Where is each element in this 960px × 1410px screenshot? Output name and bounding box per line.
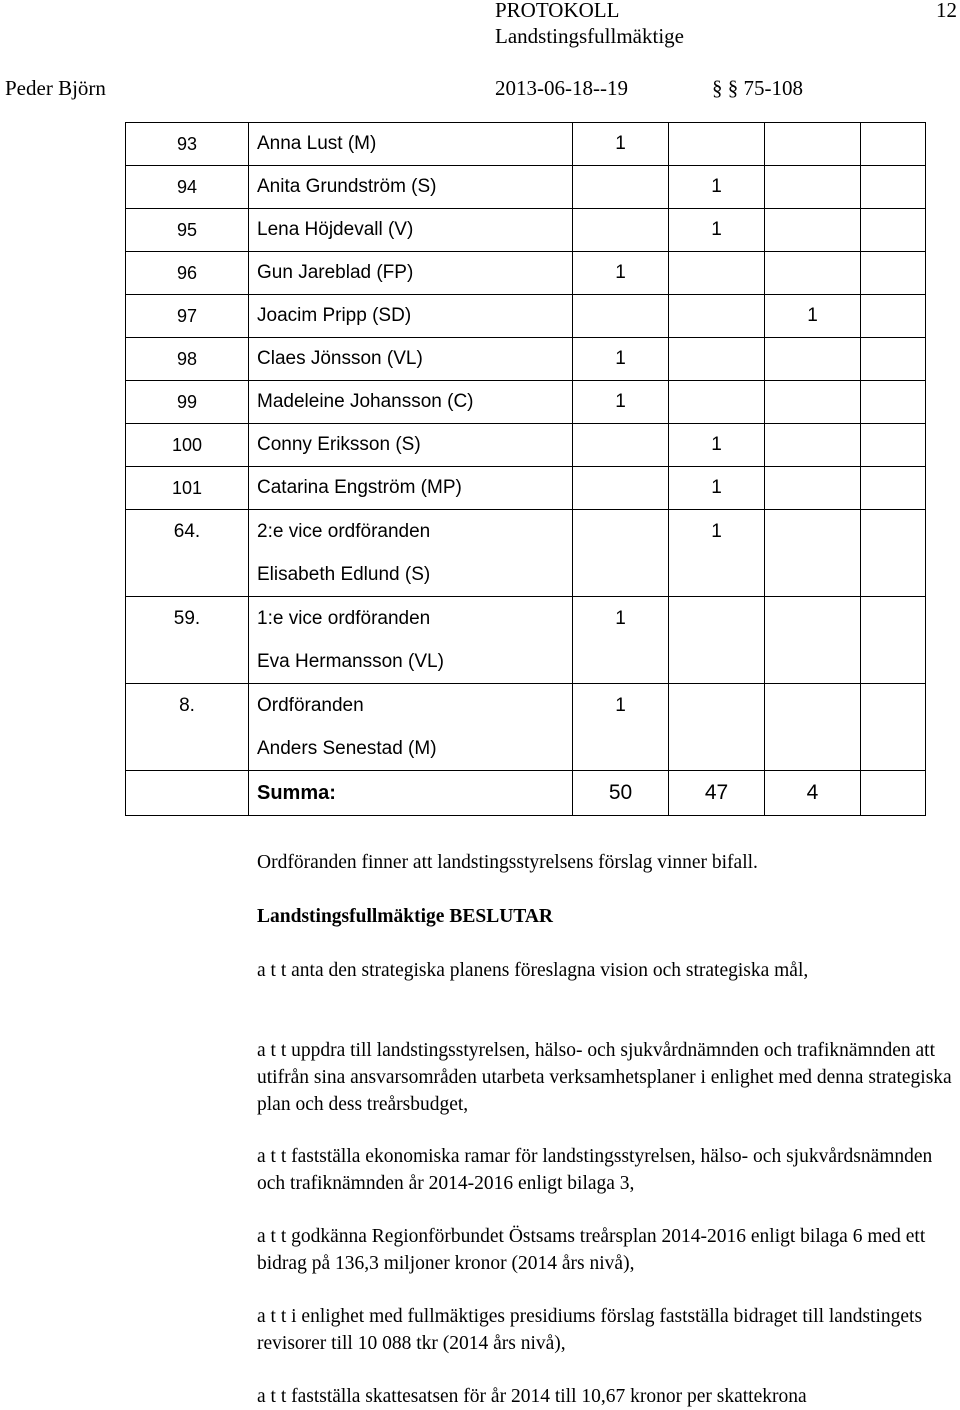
vote-no	[669, 123, 765, 166]
table-row-officer	[126, 684, 926, 771]
vote-yes: 1	[573, 381, 669, 424]
member-number: 96	[126, 252, 249, 295]
member-number: 94	[126, 166, 249, 209]
officer-role: 1:e vice ordföranden	[257, 608, 431, 629]
vote-no	[669, 597, 764, 640]
vote-no: 1	[669, 467, 765, 510]
member-name: Madeleine Johansson (C)	[249, 381, 573, 424]
vote-absent	[861, 166, 926, 209]
vote-abstain	[765, 209, 861, 252]
decision-item: a t t fastställa ekonomiska ramar för landstingsstyrelsen, hälso- och sjukvårdsnämnden och trafiknämnden år 2014-2016 enligt bilaga 3,	[257, 1146, 933, 1194]
vote-absent	[861, 123, 926, 166]
member-number: 98	[126, 338, 249, 381]
page-number: 12	[936, 0, 957, 22]
vote-no: 1	[669, 209, 765, 252]
table-row	[126, 424, 926, 467]
vote-yes	[573, 295, 669, 338]
vote-abstain	[765, 597, 860, 640]
member-number: 101	[126, 467, 249, 510]
vote-absent	[861, 381, 926, 424]
table-row	[126, 295, 926, 338]
vote-abstain	[765, 684, 860, 727]
sum-no: 47	[669, 771, 765, 816]
vote-no	[669, 381, 765, 424]
member-number: 95	[126, 209, 249, 252]
vote-no	[669, 684, 764, 727]
member-name: Anita Grundström (S)	[249, 166, 573, 209]
vote-abstain	[765, 424, 861, 467]
meeting-date: 2013-06-18--19	[495, 76, 628, 100]
vote-no: 1	[669, 166, 765, 209]
officer-number: 8.	[179, 695, 195, 716]
vote-absent	[861, 597, 925, 640]
table-row	[126, 467, 926, 510]
officer-role: 2:e vice ordföranden	[257, 521, 431, 542]
document-subtitle: Landstingsfullmäktige	[495, 24, 684, 48]
vote-yes: 1	[573, 252, 669, 295]
vote-absent	[861, 209, 926, 252]
vote-abstain	[765, 338, 861, 381]
vote-yes: 1	[615, 695, 626, 716]
vote-absent	[861, 252, 926, 295]
sum-absent	[861, 771, 926, 816]
decision-heading: Landstingsfullmäktige BESLUTAR	[257, 906, 554, 927]
vote-yes	[573, 510, 668, 553]
sum-abstain: 4	[765, 771, 861, 816]
vote-abstain	[765, 467, 861, 510]
table-row	[126, 381, 926, 424]
table-row	[126, 209, 926, 252]
table-row-officer	[126, 597, 926, 684]
decision-item: a t t fastställa skattesatsen för år 2014 till 10,67 kronor per skattekrona	[257, 1386, 807, 1407]
table-row	[126, 338, 926, 381]
vote-absent	[861, 467, 926, 510]
table-row-officer	[126, 510, 926, 597]
member-name: Anna Lust (M)	[249, 123, 573, 166]
vote-yes	[573, 424, 669, 467]
table-row-sum	[126, 771, 926, 816]
vote-absent	[861, 684, 925, 727]
officer-role: Ordföranden	[257, 695, 364, 716]
member-name: Joacim Pripp (SD)	[249, 295, 573, 338]
member-name: Conny Eriksson (S)	[249, 424, 573, 467]
officer-name: Anders Senestad (M)	[257, 738, 437, 759]
decision-item: a t t i enlighet med fullmäktiges presidiums förslag fastställa bidraget till landstingets revisorer till 10 088 tkr (2014 års nivå),	[257, 1306, 923, 1354]
decision-item: a t t godkänna Regionförbundet Östsams treårsplan 2014-2016 enligt bilaga 6 med ett bidrag på 136,3 miljoner kronor (2014 års nivå),	[257, 1226, 926, 1274]
member-number: 99	[126, 381, 249, 424]
vote-no: 1	[669, 424, 765, 467]
member-name: Gun Jareblad (FP)	[249, 252, 573, 295]
vote-no: 1	[711, 521, 722, 542]
table-row	[126, 252, 926, 295]
document-title: PROTOKOLL	[495, 0, 620, 22]
vote-table	[125, 122, 926, 816]
vote-no	[669, 252, 765, 295]
member-name: Lena Höjdevall (V)	[249, 209, 573, 252]
officer-name: Eva Hermansson (VL)	[257, 651, 444, 672]
vote-no	[669, 338, 765, 381]
paragraph-range: § § 75-108	[712, 76, 803, 100]
decision-item: a t t anta den strategiska planens föreslagna vision och strategiska mål,	[257, 960, 809, 981]
vote-abstain	[765, 166, 861, 209]
officer-number: 59.	[173, 608, 201, 629]
chair-statement: Ordföranden finner att landstingsstyrelsens förslag vinner bifall.	[257, 852, 758, 873]
vote-yes	[573, 467, 669, 510]
vote-no	[669, 295, 765, 338]
member-name: Claes Jönsson (VL)	[249, 338, 573, 381]
vote-yes	[573, 209, 669, 252]
author-name: Peder Björn	[5, 76, 106, 100]
table-row	[126, 166, 926, 209]
vote-absent	[861, 510, 925, 553]
sum-yes: 50	[573, 771, 669, 816]
table-row	[126, 123, 926, 166]
officer-number: 64.	[173, 521, 201, 542]
member-name: Catarina Engström (MP)	[249, 467, 573, 510]
vote-yes: 1	[573, 123, 669, 166]
member-number: 97	[126, 295, 249, 338]
vote-yes: 1	[573, 338, 669, 381]
officer-name: Elisabeth Edlund (S)	[257, 564, 431, 585]
vote-yes	[573, 166, 669, 209]
vote-absent	[861, 338, 926, 381]
vote-yes: 1	[615, 608, 626, 629]
vote-abstain	[765, 252, 861, 295]
vote-absent	[861, 424, 926, 467]
vote-absent	[861, 295, 926, 338]
vote-abstain	[765, 123, 861, 166]
member-number: 100	[126, 424, 249, 467]
sum-label: Summa:	[249, 771, 573, 816]
decision-item: a t t uppdra till landstingsstyrelsen, hälso- och sjukvårdnämnden och trafiknämnden att utifrån sina ansvarsområden utarbeta verksamhetsplaner i enlighet med denna strategiska plan och dess treårsbudget,	[257, 1040, 952, 1115]
vote-abstain: 1	[765, 295, 861, 338]
vote-abstain	[765, 381, 861, 424]
vote-abstain	[765, 510, 860, 553]
member-number: 93	[126, 123, 249, 166]
